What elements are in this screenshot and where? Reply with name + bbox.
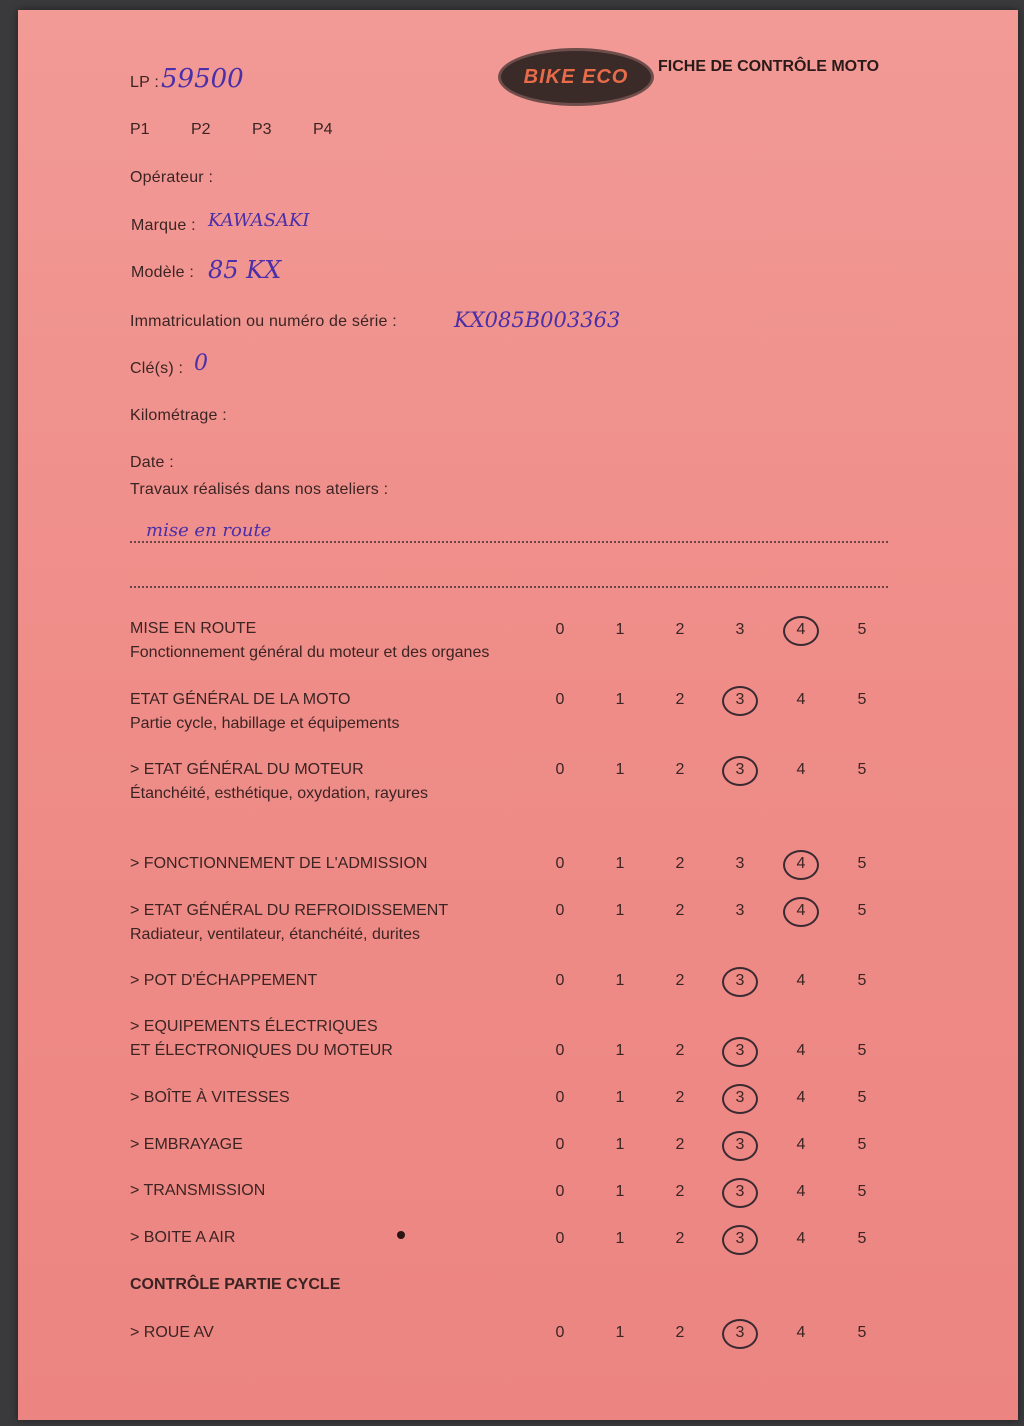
operateur-label: Opérateur :: [130, 169, 214, 186]
score-4: 4: [796, 1324, 806, 1341]
score-4: 4: [796, 1183, 806, 1200]
row-title: > TRANSMISSION: [130, 1182, 266, 1199]
score-0: 0: [555, 1042, 565, 1059]
travaux-label: Travaux réalisés dans nos ateliers :: [130, 481, 389, 498]
score-1: 1: [615, 1230, 625, 1247]
row-title: > FONCTIONNEMENT DE L'ADMISSION: [130, 855, 428, 872]
score-5: 5: [857, 1324, 867, 1341]
ink-dot: [397, 1231, 405, 1239]
score-4: 4: [781, 849, 821, 879]
score-5: 5: [857, 1136, 867, 1153]
row-subtitle: Fonctionnement général du moteur et des organes: [130, 644, 490, 661]
score-1: 1: [615, 972, 625, 989]
row-title: > EMBRAYAGE: [130, 1136, 243, 1153]
score-2: 2: [675, 691, 685, 708]
row-subtitle: ET ÉLECTRONIQUES DU MOTEUR: [130, 1042, 393, 1059]
score-1: 1: [615, 761, 625, 778]
score-5: 5: [857, 855, 867, 872]
score-3: 3: [720, 1318, 760, 1348]
score-0: 0: [555, 1089, 565, 1106]
sheet-title: FICHE DE CONTRÔLE MOTO: [658, 58, 880, 75]
section-partie-cycle: CONTRÔLE PARTIE CYCLE: [130, 1276, 341, 1293]
row-embrayage: [130, 1136, 243, 1154]
row-admission: [130, 855, 427, 873]
kilometrage-label: Kilométrage :: [130, 407, 227, 424]
score-4: 4: [796, 1230, 806, 1247]
priority-p2: P2: [191, 121, 211, 138]
score-1: 1: [615, 1324, 625, 1341]
row-roue-av: [130, 1324, 214, 1342]
score-0: 0: [555, 902, 565, 919]
score-2: 2: [675, 972, 685, 989]
score-2: 2: [675, 1136, 685, 1153]
score-3: 3: [735, 621, 745, 638]
row-mise-en-route: [130, 620, 489, 662]
score-0: 0: [555, 621, 565, 638]
immatriculation-label: Immatriculation ou numéro de série :: [130, 313, 397, 330]
logo-text: BIKE ECO: [523, 65, 629, 88]
score-4: 4: [796, 1136, 806, 1153]
row-etat-general-moto: [130, 691, 400, 733]
score-0: 0: [555, 691, 565, 708]
row-title: MISE EN ROUTE: [130, 620, 257, 637]
score-4: 4: [796, 761, 806, 778]
score-3: 3: [720, 1083, 760, 1113]
score-0: 0: [555, 1183, 565, 1200]
row-refroidissement: [130, 902, 448, 944]
score-0: 0: [555, 1136, 565, 1153]
score-3: 3: [735, 855, 745, 872]
lp-label: LP :: [130, 74, 159, 91]
row-title: > BOITE A AIR: [130, 1229, 236, 1246]
row-title: > BOÎTE À VITESSES: [130, 1089, 290, 1106]
score-3: 3: [720, 1177, 760, 1207]
score-3: 3: [735, 902, 745, 919]
score-4: 4: [781, 896, 821, 926]
row-pot-echappement: [130, 972, 317, 990]
marque-value: KAWASAKI: [208, 210, 310, 231]
priority-p3: P3: [252, 121, 272, 138]
date-label: Date :: [130, 454, 174, 471]
score-2: 2: [675, 761, 685, 778]
score-3: 3: [720, 1036, 760, 1066]
score-0: 0: [555, 855, 565, 872]
score-2: 2: [675, 1324, 685, 1341]
score-3: 3: [720, 1224, 760, 1254]
row-title: > ROUE AV: [130, 1324, 214, 1341]
score-3: 3: [720, 1130, 760, 1160]
travaux-value: mise en route: [146, 520, 272, 541]
row-etat-general-moteur: [130, 761, 428, 803]
marque-label: Marque :: [131, 217, 196, 234]
score-0: 0: [555, 761, 565, 778]
score-4: 4: [781, 615, 821, 645]
score-2: 2: [675, 1230, 685, 1247]
score-2: 2: [675, 855, 685, 872]
score-5: 5: [857, 621, 867, 638]
row-transmission: [130, 1182, 265, 1200]
score-4: 4: [796, 972, 806, 989]
row-equipements-electriques: [130, 1018, 393, 1060]
score-3: 3: [720, 755, 760, 785]
score-0: 0: [555, 1324, 565, 1341]
modele-value: 85 KX: [208, 256, 282, 284]
row-boite-a-air: [130, 1229, 235, 1247]
score-2: 2: [675, 621, 685, 638]
score-5: 5: [857, 1089, 867, 1106]
score-5: 5: [857, 1230, 867, 1247]
row-subtitle: Partie cycle, habillage et équipements: [130, 715, 400, 732]
score-5: 5: [857, 691, 867, 708]
score-0: 0: [555, 972, 565, 989]
score-1: 1: [615, 621, 625, 638]
score-1: 1: [615, 1089, 625, 1106]
score-4: 4: [796, 1042, 806, 1059]
row-subtitle: Radiateur, ventilateur, étanchéité, durites: [130, 926, 420, 943]
score-2: 2: [675, 1183, 685, 1200]
score-1: 1: [615, 1042, 625, 1059]
lp-value: 59500: [161, 64, 244, 94]
row-boite-vitesses: [130, 1089, 290, 1107]
inspection-sheet: [18, 10, 1018, 1420]
priority-p4: P4: [313, 121, 333, 138]
score-4: 4: [796, 1089, 806, 1106]
row-title: > ETAT GÉNÉRAL DU MOTEUR: [130, 761, 364, 778]
row-subtitle: Étanchéité, esthétique, oxydation, rayures: [130, 785, 428, 802]
score-1: 1: [615, 1183, 625, 1200]
score-0: 0: [555, 1230, 565, 1247]
score-5: 5: [857, 1042, 867, 1059]
priority-p1: P1: [130, 121, 150, 138]
score-4: 4: [796, 691, 806, 708]
travaux-line-2: [130, 586, 888, 588]
row-title: > ETAT GÉNÉRAL DU REFROIDISSEMENT: [130, 902, 449, 919]
cles-label: Clé(s) :: [130, 360, 184, 377]
score-2: 2: [675, 1042, 685, 1059]
immatriculation-value: KX085B003363: [454, 308, 621, 332]
score-5: 5: [857, 1183, 867, 1200]
score-5: 5: [857, 902, 867, 919]
cles-value: 0: [194, 351, 208, 376]
row-title: ETAT GÉNÉRAL DE LA MOTO: [130, 691, 351, 708]
row-title: > POT D'ÉCHAPPEMENT: [130, 972, 318, 989]
score-5: 5: [857, 761, 867, 778]
score-3: 3: [720, 966, 760, 996]
score-3: 3: [720, 685, 760, 715]
score-1: 1: [615, 855, 625, 872]
travaux-line-1: [130, 541, 888, 543]
score-1: 1: [615, 902, 625, 919]
score-2: 2: [675, 902, 685, 919]
bike-eco-logo: [498, 48, 654, 106]
score-5: 5: [857, 972, 867, 989]
score-1: 1: [615, 1136, 625, 1153]
row-title: > EQUIPEMENTS ÉLECTRIQUES: [130, 1018, 378, 1035]
score-2: 2: [675, 1089, 685, 1106]
score-1: 1: [615, 691, 625, 708]
modele-label: Modèle :: [131, 264, 194, 281]
